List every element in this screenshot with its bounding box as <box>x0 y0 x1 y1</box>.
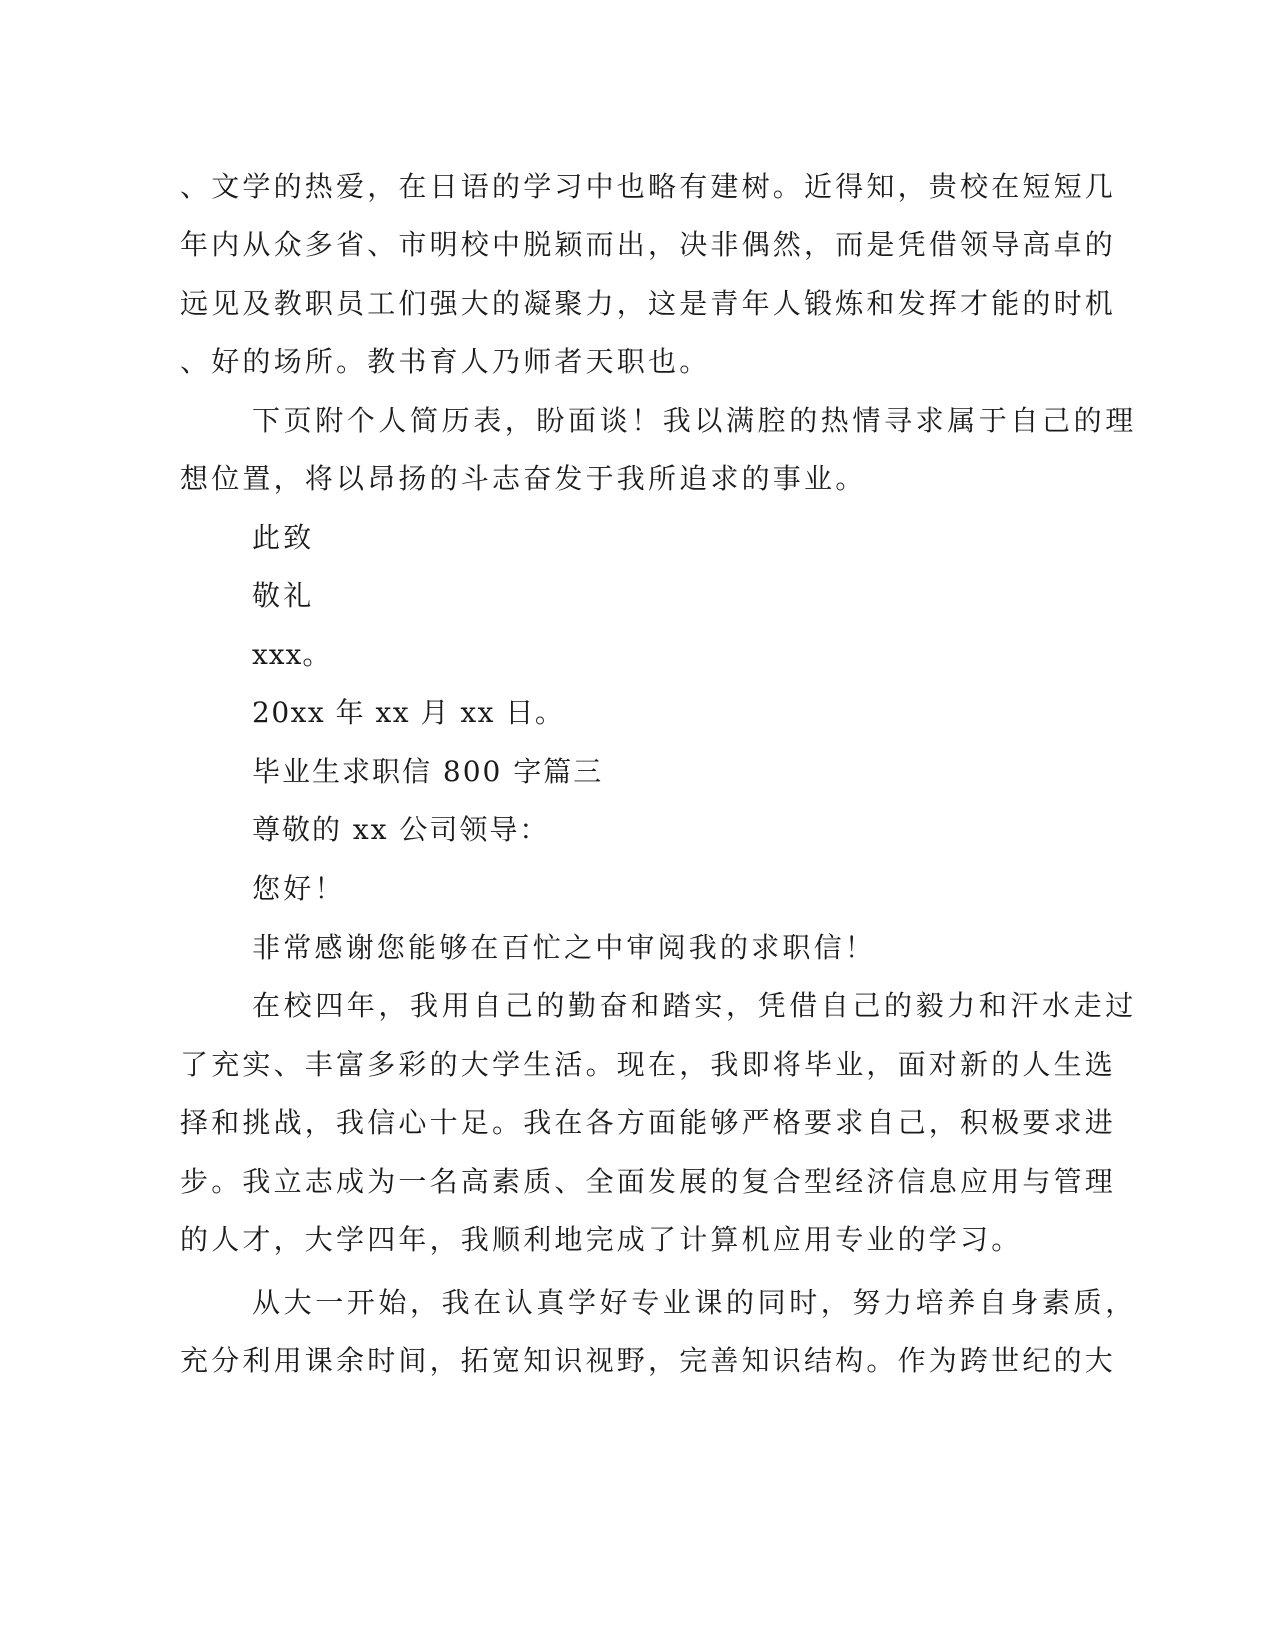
letter-date: 20xx 年 xx 月 xx 日。 <box>252 696 565 729</box>
body-text-line: 、好的场所。教书育人乃师者天职也。 <box>180 345 711 378</box>
letter-greeting: 您好！ <box>252 872 346 905</box>
body-text-line: 年内从众多省、市明校中脱颖而出，决非偶然，而是凭借领导高卓的 <box>180 228 1117 261</box>
body-text-line: 非常感谢您能够在百忙之中审阅我的求职信！ <box>252 931 877 964</box>
section-heading: 毕业生求职信 800 字篇三 <box>252 755 604 788</box>
body-text-line: 择和挑战，我信心十足。我在各方面能够严格要求自己，积极要求进 <box>180 1106 1117 1139</box>
closing-phrase: 此致 <box>252 521 315 554</box>
body-text-line: 了充实、丰富多彩的大学生活。现在，我即将毕业，面对新的人生选 <box>180 1048 1117 1081</box>
body-text-line: 下页附个人简历表，盼面谈！我以满腔的热情寻求属于自己的理 <box>252 404 1137 437</box>
body-text-line: 远见及教职员工们强大的凝聚力，这是青年人锻炼和发挥才能的时机 <box>180 287 1117 320</box>
body-text-line: 步。我立志成为一名高素质、全面发展的复合型经济信息应用与管理 <box>180 1165 1117 1198</box>
body-text-line: 想位置，将以昂扬的斗志奋发于我所追求的事业。 <box>180 462 867 495</box>
body-text-line: 在校四年，我用自己的勤奋和踏实，凭借自己的毅力和汗水走过 <box>252 989 1137 1022</box>
body-text-line: 的人才，大学四年，我顺利地完成了计算机应用专业的学习。 <box>180 1223 1023 1256</box>
letter-salutation: 尊敬的 xx 公司领导： <box>252 813 550 846</box>
closing-salute: 敬礼 <box>252 579 315 612</box>
signature-name: xxx。 <box>252 638 332 671</box>
body-text-line: 充分利用课余时间，拓宽知识视野，完善知识结构。作为跨世纪的大 <box>180 1344 1117 1377</box>
body-text-line: 、文学的热爱，在日语的学习中也略有建树。近得知，贵校在短短几 <box>180 170 1117 203</box>
body-text-line: 从大一开始，我在认真学好专业课的同时，努力培养自身素质， <box>252 1286 1137 1319</box>
